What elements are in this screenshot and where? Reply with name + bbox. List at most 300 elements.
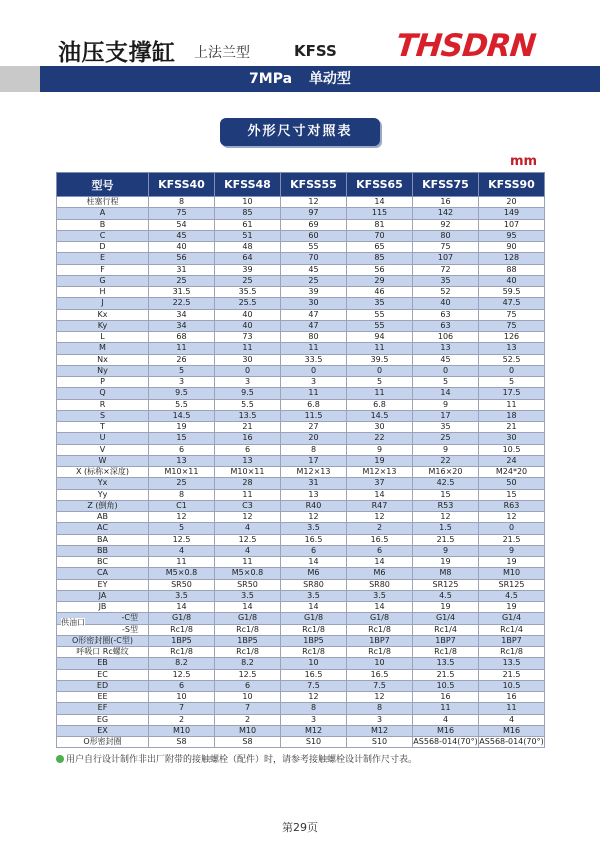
- table-cell: M16: [479, 725, 545, 736]
- table-row: [57, 388, 545, 399]
- table-cell: 59.5: [479, 287, 545, 298]
- table-cell: 25: [413, 433, 479, 444]
- row-label: Z (倒角): [57, 500, 149, 511]
- table-cell: 48: [215, 242, 281, 253]
- row-label: G: [57, 275, 149, 286]
- table-cell: 15: [149, 433, 215, 444]
- table-row: [57, 242, 545, 253]
- table-cell: 65: [347, 242, 413, 253]
- table-cell: 13: [281, 489, 347, 500]
- table-cell: 12: [281, 512, 347, 523]
- table-cell: 72: [413, 264, 479, 275]
- row-label: EE: [57, 692, 149, 703]
- header-col: KFSS90: [479, 173, 545, 197]
- table-cell: R40: [281, 500, 347, 511]
- table-cell: 90: [479, 242, 545, 253]
- table-cell: 17.5: [479, 388, 545, 399]
- table-row: [57, 647, 545, 658]
- table-cell: 16: [413, 692, 479, 703]
- table-cell: 1BP7: [479, 635, 545, 646]
- table-row: [57, 309, 545, 320]
- table-cell: M10: [479, 568, 545, 579]
- table-cell: 40: [215, 320, 281, 331]
- table-cell: 9.5: [215, 388, 281, 399]
- table-cell: M24*20: [479, 467, 545, 478]
- row-label: Nx: [57, 354, 149, 365]
- table-row: [57, 703, 545, 714]
- table-cell: 1BP5: [149, 635, 215, 646]
- table-cell: C1: [149, 500, 215, 511]
- table-cell: R47: [347, 500, 413, 511]
- table-cell: SR50: [215, 579, 281, 590]
- table-row: [57, 669, 545, 680]
- table-cell: 1BP7: [413, 635, 479, 646]
- table-row: [57, 287, 545, 298]
- table-cell: 0: [413, 365, 479, 376]
- table-cell: 142: [413, 208, 479, 219]
- table-cell: 63: [413, 309, 479, 320]
- dimension-table: [56, 172, 545, 748]
- table-cell: 16: [413, 197, 479, 208]
- table-cell: 12: [479, 512, 545, 523]
- row-label: C: [57, 230, 149, 241]
- table-row: [57, 354, 545, 365]
- table-cell: 20: [479, 197, 545, 208]
- table-cell: 42.5: [413, 478, 479, 489]
- table-cell: 19: [149, 422, 215, 433]
- row-label: CA: [57, 568, 149, 579]
- table-cell: 25: [215, 275, 281, 286]
- table-cell: Rc1/8: [149, 624, 215, 635]
- table-cell: 14: [347, 197, 413, 208]
- table-cell: 56: [347, 264, 413, 275]
- table-cell: 25.5: [215, 298, 281, 309]
- row-label: P: [57, 377, 149, 388]
- table-cell: 106: [413, 332, 479, 343]
- table-cell: 16.5: [281, 534, 347, 545]
- table-cell: 21.5: [413, 669, 479, 680]
- table-row: [57, 365, 545, 376]
- table-cell: G1/8: [215, 613, 281, 624]
- table-cell: 6.8: [281, 399, 347, 410]
- table-cell: M8: [413, 568, 479, 579]
- table-cell: 28: [215, 478, 281, 489]
- header-model: 型号: [57, 173, 149, 197]
- row-label: BC: [57, 557, 149, 568]
- table-cell: 4: [215, 545, 281, 556]
- table-cell: 1BP5: [215, 635, 281, 646]
- table-cell: 3.5: [215, 590, 281, 601]
- table-cell: 27: [281, 422, 347, 433]
- table-cell: 45: [149, 230, 215, 241]
- table-cell: 70: [347, 230, 413, 241]
- table-cell: 11: [149, 557, 215, 568]
- page-subtitle: 上法兰型: [194, 45, 250, 61]
- header-col: KFSS75: [413, 173, 479, 197]
- table-row: [57, 602, 545, 613]
- table-cell: 10: [149, 692, 215, 703]
- header-col: KFSS65: [347, 173, 413, 197]
- table-cell: R53: [413, 500, 479, 511]
- table-cell: 9.5: [149, 388, 215, 399]
- table-cell: G1/8: [347, 613, 413, 624]
- table-cell: 7.5: [347, 680, 413, 691]
- table-cell: Rc1/8: [281, 624, 347, 635]
- table-cell: 75: [479, 320, 545, 331]
- table-cell: M5×0.8: [215, 568, 281, 579]
- table-cell: SR80: [347, 579, 413, 590]
- table-cell: 12: [413, 512, 479, 523]
- table-cell: 1.5: [413, 523, 479, 534]
- table-cell: 21: [215, 422, 281, 433]
- table-cell: 52.5: [479, 354, 545, 365]
- table-cell: 11: [479, 399, 545, 410]
- table-cell: S10: [281, 737, 347, 748]
- table-cell: Rc1/8: [347, 647, 413, 658]
- table-row: [57, 230, 545, 241]
- row-label: O形密封圈(-C型): [57, 635, 149, 646]
- table-cell: 30: [479, 433, 545, 444]
- row-label: JB: [57, 602, 149, 613]
- table-cell: 14: [413, 388, 479, 399]
- table-cell: 15: [479, 489, 545, 500]
- table-cell: C3: [215, 500, 281, 511]
- table-cell: M16×20: [413, 467, 479, 478]
- table-cell: 4: [479, 714, 545, 725]
- row-group-label: 供油口: [61, 618, 85, 628]
- table-cell: 2: [149, 714, 215, 725]
- table-cell: 16.5: [347, 669, 413, 680]
- table-cell: 39: [281, 287, 347, 298]
- row-label: BB: [57, 545, 149, 556]
- table-cell: 40: [413, 298, 479, 309]
- table-cell: 61: [215, 219, 281, 230]
- table-cell: G1/8: [281, 613, 347, 624]
- table-cell: 25: [149, 478, 215, 489]
- table-cell: 21: [479, 422, 545, 433]
- table-cell: Rc1/4: [413, 624, 479, 635]
- table-cell: Rc1/8: [347, 624, 413, 635]
- table-cell: 8.2: [215, 658, 281, 669]
- table-row: [57, 298, 545, 309]
- section-title: 外形尺寸对照表: [220, 118, 380, 146]
- table-cell: G1/4: [479, 613, 545, 624]
- table-cell: 10: [347, 658, 413, 669]
- table-row: [57, 613, 545, 624]
- table-cell: 11: [347, 388, 413, 399]
- row-label: B: [57, 219, 149, 230]
- table-cell: 63: [413, 320, 479, 331]
- table-cell: 9: [347, 444, 413, 455]
- table-cell: 8: [149, 197, 215, 208]
- table-cell: 12: [281, 692, 347, 703]
- table-cell: 35: [413, 275, 479, 286]
- table-cell: 12.5: [149, 669, 215, 680]
- table-row: [57, 433, 545, 444]
- row-label: Yy: [57, 489, 149, 500]
- table-cell: 11: [347, 343, 413, 354]
- table-cell: AS568-014(70°): [413, 737, 478, 747]
- table-cell: 54: [149, 219, 215, 230]
- table-cell: 75: [149, 208, 215, 219]
- table-cell: 52: [413, 287, 479, 298]
- table-cell: 64: [215, 253, 281, 264]
- table-row: [57, 489, 545, 500]
- row-label: R: [57, 399, 149, 410]
- table-cell: 10: [215, 197, 281, 208]
- table-cell: 25: [149, 275, 215, 286]
- row-label: O形密封圈: [57, 737, 149, 748]
- table-row: [57, 512, 545, 523]
- table-cell: M16: [413, 725, 479, 736]
- table-row: [57, 264, 545, 275]
- table-row: [57, 377, 545, 388]
- table-cell: 22.5: [149, 298, 215, 309]
- table-cell: 9: [413, 399, 479, 410]
- table-cell: 19: [479, 557, 545, 568]
- table-cell: 9: [413, 545, 479, 556]
- table-cell: 88: [479, 264, 545, 275]
- table-cell: 19: [413, 602, 479, 613]
- table-cell: M6: [281, 568, 347, 579]
- table-row: [57, 590, 545, 601]
- table-cell: 30: [281, 298, 347, 309]
- table-cell: Rc1/8: [215, 624, 281, 635]
- row-label: M: [57, 343, 149, 354]
- table-cell: M10×11: [149, 467, 215, 478]
- table-row: [57, 478, 545, 489]
- table-row: [57, 197, 545, 208]
- row-label: T: [57, 422, 149, 433]
- table-cell: Rc1/4: [479, 624, 545, 635]
- table-cell: Rc1/8: [215, 647, 281, 658]
- row-label: EY: [57, 579, 149, 590]
- table-cell: M12: [281, 725, 347, 736]
- table-cell: 39.5: [347, 354, 413, 365]
- table-row: [57, 545, 545, 556]
- table-header-row: [57, 173, 545, 197]
- row-label: Q: [57, 388, 149, 399]
- bullet-icon: [56, 755, 64, 763]
- table-cell: 8: [281, 444, 347, 455]
- table-cell: 55: [347, 309, 413, 320]
- table-cell: 3: [281, 714, 347, 725]
- table-cell: 35: [413, 422, 479, 433]
- table-cell: 14: [347, 489, 413, 500]
- table-cell: 31: [149, 264, 215, 275]
- table-cell: 13.5: [479, 658, 545, 669]
- table-cell: M10: [215, 725, 281, 736]
- table-cell: 9: [479, 545, 545, 556]
- table-cell: 39: [215, 264, 281, 275]
- table-cell: 8: [149, 489, 215, 500]
- table-cell: 19: [479, 602, 545, 613]
- table-cell: 21.5: [479, 669, 545, 680]
- table-cell: 107: [413, 253, 479, 264]
- table-cell: Rc1/8: [479, 647, 545, 658]
- table-row: [57, 467, 545, 478]
- row-label: 柱塞行程: [57, 197, 149, 208]
- table-cell: 11: [479, 703, 545, 714]
- table-cell: 25: [281, 275, 347, 286]
- table-cell: Rc1/8: [413, 647, 479, 658]
- table-cell: 34: [149, 309, 215, 320]
- row-label: AB: [57, 512, 149, 523]
- table-row: [57, 253, 545, 264]
- table-cell: 12: [347, 512, 413, 523]
- table-row: [57, 737, 545, 748]
- table-cell: 6: [281, 545, 347, 556]
- table-cell: 16.5: [281, 669, 347, 680]
- table-cell: 3.5: [149, 590, 215, 601]
- table-cell: 11: [413, 703, 479, 714]
- table-cell: 6: [215, 444, 281, 455]
- row-label: A: [57, 208, 149, 219]
- table-row: [57, 422, 545, 433]
- row-label: JA: [57, 590, 149, 601]
- table-cell: 47: [281, 320, 347, 331]
- table-cell: 22: [413, 455, 479, 466]
- table-cell: 47: [281, 309, 347, 320]
- table-cell: 30: [215, 354, 281, 365]
- table-cell: 12.5: [215, 669, 281, 680]
- table-cell: 1BP5: [281, 635, 347, 646]
- table-cell: Rc1/8: [281, 647, 347, 658]
- table-cell: 75: [479, 309, 545, 320]
- footnote-text: 用户自行设计制作非出厂附带的接触螺栓（配件）时，请参考接触螺栓设计制作尺寸表。: [66, 755, 418, 765]
- table-cell: M6: [347, 568, 413, 579]
- table-cell: 13.5: [413, 658, 479, 669]
- table-cell: 21.5: [413, 534, 479, 545]
- table-cell: 80: [413, 230, 479, 241]
- table-cell: 17: [281, 455, 347, 466]
- table-row: [57, 714, 545, 725]
- table-cell: 40: [215, 309, 281, 320]
- table-cell: 1BP7: [347, 635, 413, 646]
- table-cell: 12: [347, 692, 413, 703]
- table-cell: 4: [149, 545, 215, 556]
- header-col: KFSS40: [149, 173, 215, 197]
- row-label: EF: [57, 703, 149, 714]
- unit-label: mm: [510, 154, 538, 169]
- table-cell: 3: [215, 377, 281, 388]
- table-cell: 14: [281, 602, 347, 613]
- table-cell: 5: [479, 377, 545, 388]
- table-cell: 14: [347, 602, 413, 613]
- table-cell: 47.5: [479, 298, 545, 309]
- table-cell: 7: [215, 703, 281, 714]
- row-label: EX: [57, 725, 149, 736]
- table-cell: 94: [347, 332, 413, 343]
- table-cell: 31: [281, 478, 347, 489]
- row-label: Ky: [57, 320, 149, 331]
- table-cell: 19: [413, 557, 479, 568]
- row-label: 呼吸口 Rc螺纹: [57, 647, 149, 658]
- row-label: F: [57, 264, 149, 275]
- row-label: EC: [57, 669, 149, 680]
- table-cell: M10×11: [215, 467, 281, 478]
- table-cell: 13: [479, 343, 545, 354]
- table-row: [57, 624, 545, 635]
- row-label: -C型 供油口: [57, 613, 149, 624]
- table-cell: 16.5: [347, 534, 413, 545]
- table-cell: 0: [479, 365, 545, 376]
- table-cell: 6: [149, 680, 215, 691]
- table-row: [57, 455, 545, 466]
- table-row: [57, 320, 545, 331]
- table-cell: 21.5: [479, 534, 545, 545]
- footnote: [56, 752, 417, 765]
- table-cell: 30: [347, 422, 413, 433]
- table-cell: AS568-014(70°): [479, 737, 544, 747]
- table-row: [57, 219, 545, 230]
- table-cell: 0: [215, 365, 281, 376]
- table-cell: 107: [479, 219, 545, 230]
- table-cell: M5×0.8: [149, 568, 215, 579]
- table-cell: 0: [281, 365, 347, 376]
- table-cell: 2: [215, 714, 281, 725]
- table-cell: 85: [215, 208, 281, 219]
- table-cell: 56: [149, 253, 215, 264]
- row-label: BA: [57, 534, 149, 545]
- table-cell: 22: [347, 433, 413, 444]
- table-cell: 15: [413, 489, 479, 500]
- table-cell: 3.5: [347, 590, 413, 601]
- table-cell: 0: [347, 365, 413, 376]
- row-label: Yx: [57, 478, 149, 489]
- table-cell: 31.5: [149, 287, 215, 298]
- table-row: [57, 534, 545, 545]
- table-cell: G1/4: [413, 613, 479, 624]
- table-row: [57, 208, 545, 219]
- table-cell: 14.5: [347, 410, 413, 421]
- table-cell: 5.5: [215, 399, 281, 410]
- table-cell: 3: [149, 377, 215, 388]
- table-cell: 3: [347, 714, 413, 725]
- bar-text: [0, 66, 600, 92]
- row-label: ED: [57, 680, 149, 691]
- table-cell: 40: [149, 242, 215, 253]
- table-cell: 55: [281, 242, 347, 253]
- table-cell: 35: [347, 298, 413, 309]
- table-cell: 14: [215, 602, 281, 613]
- table-cell: 4: [413, 714, 479, 725]
- table-row: [57, 399, 545, 410]
- table-cell: 29: [347, 275, 413, 286]
- table-cell: M12: [347, 725, 413, 736]
- row-label: W: [57, 455, 149, 466]
- table-cell: 37: [347, 478, 413, 489]
- table-cell: 10.5: [479, 444, 545, 455]
- table-cell: 4.5: [479, 590, 545, 601]
- table-body: [57, 197, 545, 748]
- table-cell: 3.5: [281, 590, 347, 601]
- table-cell: S8: [215, 737, 281, 748]
- table-cell: 14: [281, 557, 347, 568]
- table-cell: 2: [347, 523, 413, 534]
- page-number: 第29页: [282, 821, 318, 834]
- table-cell: 12: [149, 512, 215, 523]
- table-cell: 6.8: [347, 399, 413, 410]
- row-label: EG: [57, 714, 149, 725]
- table-cell: 46: [347, 287, 413, 298]
- table-cell: M10: [149, 725, 215, 736]
- table-cell: 17: [413, 410, 479, 421]
- table-cell: 10: [215, 692, 281, 703]
- table-cell: 34: [149, 320, 215, 331]
- row-label: U: [57, 433, 149, 444]
- table-cell: 45: [413, 354, 479, 365]
